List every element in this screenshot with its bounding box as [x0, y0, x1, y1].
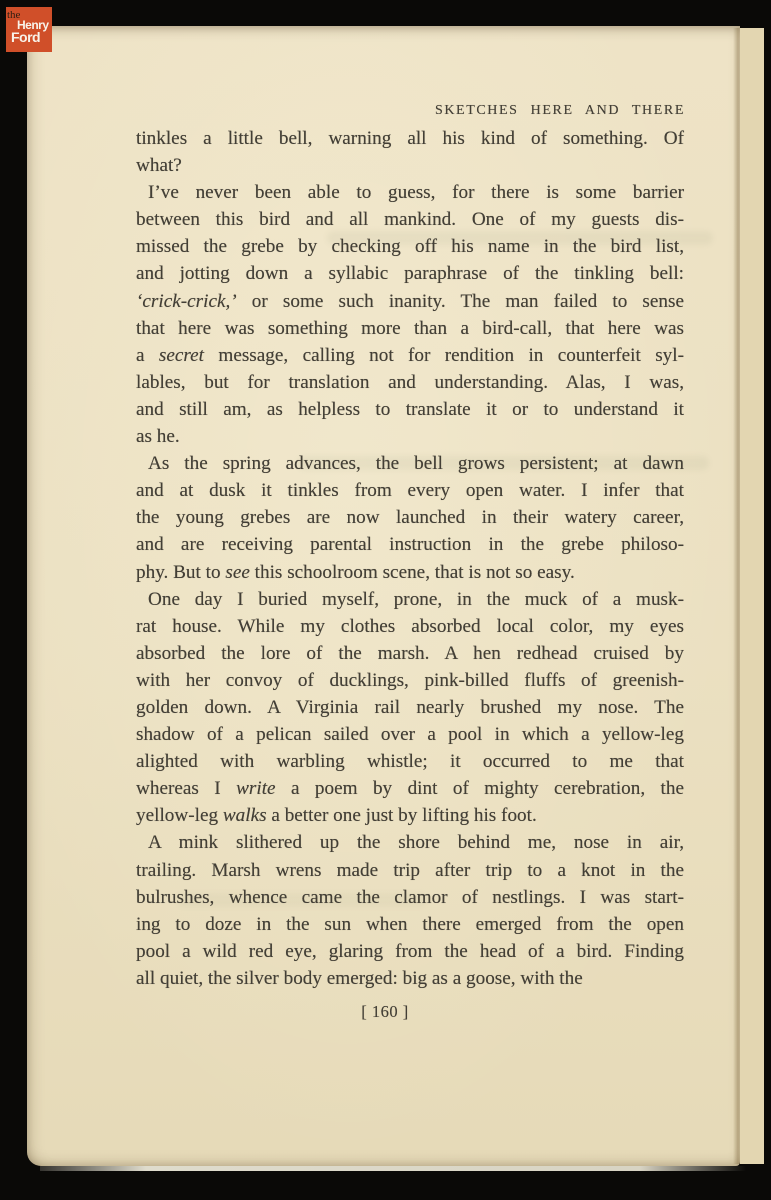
text-block	[136, 125, 684, 992]
logo-word-ford: Ford	[11, 29, 41, 45]
text-line: and at dusk it tinkles from every open water. I infer that	[136, 480, 684, 502]
paragraph	[136, 450, 684, 585]
book-page	[27, 26, 740, 1166]
page-number: [ 160 ]	[361, 1002, 409, 1021]
text-line: whereas I write a poem by dint of mighty cerebration, the	[136, 778, 684, 800]
text-line: trailing. Marsh wrens made trip after trip to a knot in the	[136, 859, 684, 881]
text-line: the young grebes are now launched in their watery career,	[136, 507, 684, 529]
paragraph	[136, 179, 684, 450]
text-line: ing to doze in the sun when there emerged from the open	[136, 913, 684, 935]
text-line: A mink slithered up the shore behind me, nose in air,	[148, 832, 684, 854]
logo-word-the: the	[7, 9, 21, 21]
text-line: and still am, as helpless to translate it or to understand it	[136, 398, 684, 420]
text-line: bulrushes, whence came the clamor of nestlings. I was start-	[136, 886, 684, 908]
text-line: and jotting down a syllabic paraphrase of the tinkling bell:	[136, 263, 684, 285]
text-line: tinkles a little bell, warning all his kind of something. Of	[136, 128, 684, 149]
logo-word-henry: Henry	[17, 18, 49, 32]
text-line: and are receiving parental instruction in the grebe philoso-	[136, 534, 684, 556]
text-line: absorbed the lore of the marsh. A hen redhead cruised by	[136, 642, 684, 664]
text-line: with her convoy of ducklings, pink-billed fluffs of greenish-	[136, 669, 684, 691]
text-line: golden down. A Virginia rail nearly brushed my nose. The	[136, 696, 684, 718]
book-fore-edge	[740, 28, 764, 1164]
henry-ford-logo	[6, 7, 52, 52]
paragraph	[136, 586, 684, 830]
text-line: what?	[136, 155, 182, 177]
text-line: missed the grebe by checking off his name in the bird list,	[136, 236, 684, 258]
text-line: As the spring advances, the bell grows persistent; at dawn	[148, 453, 684, 475]
paragraph	[136, 125, 684, 179]
text-line: I’ve never been able to guess, for there is some barrier	[148, 182, 684, 204]
text-line: phy. But to see this schoolroom scene, that is not so easy.	[136, 561, 575, 583]
text-line: One day I buried myself, prone, in the muck of a musk-	[148, 588, 684, 610]
paragraph	[136, 829, 684, 992]
text-line: between this bird and all mankind. One of my guests dis-	[136, 209, 684, 231]
text-line: all quiet, the silver body emerged: big as a goose, with the	[136, 967, 583, 989]
text-line: ‘crick-crick,’ or some such inanity. The man failed to sense	[136, 290, 684, 312]
page-bottom-edge	[40, 1166, 746, 1171]
text-line: pool a wild red eye, glaring from the head of a bird. Finding	[136, 940, 684, 962]
text-line: alighted with warbling whistle; it occurred to me that	[136, 751, 684, 773]
text-line: lables, but for translation and understanding. Alas, I was,	[136, 371, 684, 393]
text-line: yellow-leg walks a better one just by lifting his foot.	[136, 805, 537, 827]
text-line: that here was something more than a bird-call, that here was	[136, 317, 684, 339]
text-line: a secret message, calling not for rendition in counterfeit syl-	[136, 344, 684, 366]
running-head: SKETCHES HERE AND THERE	[434, 103, 685, 118]
text-line: rat house. While my clothes absorbed local color, my eyes	[136, 615, 684, 637]
text-line: shadow of a pelican sailed over a pool in which a yellow-leg	[136, 724, 684, 746]
text-line: as he.	[136, 426, 180, 448]
